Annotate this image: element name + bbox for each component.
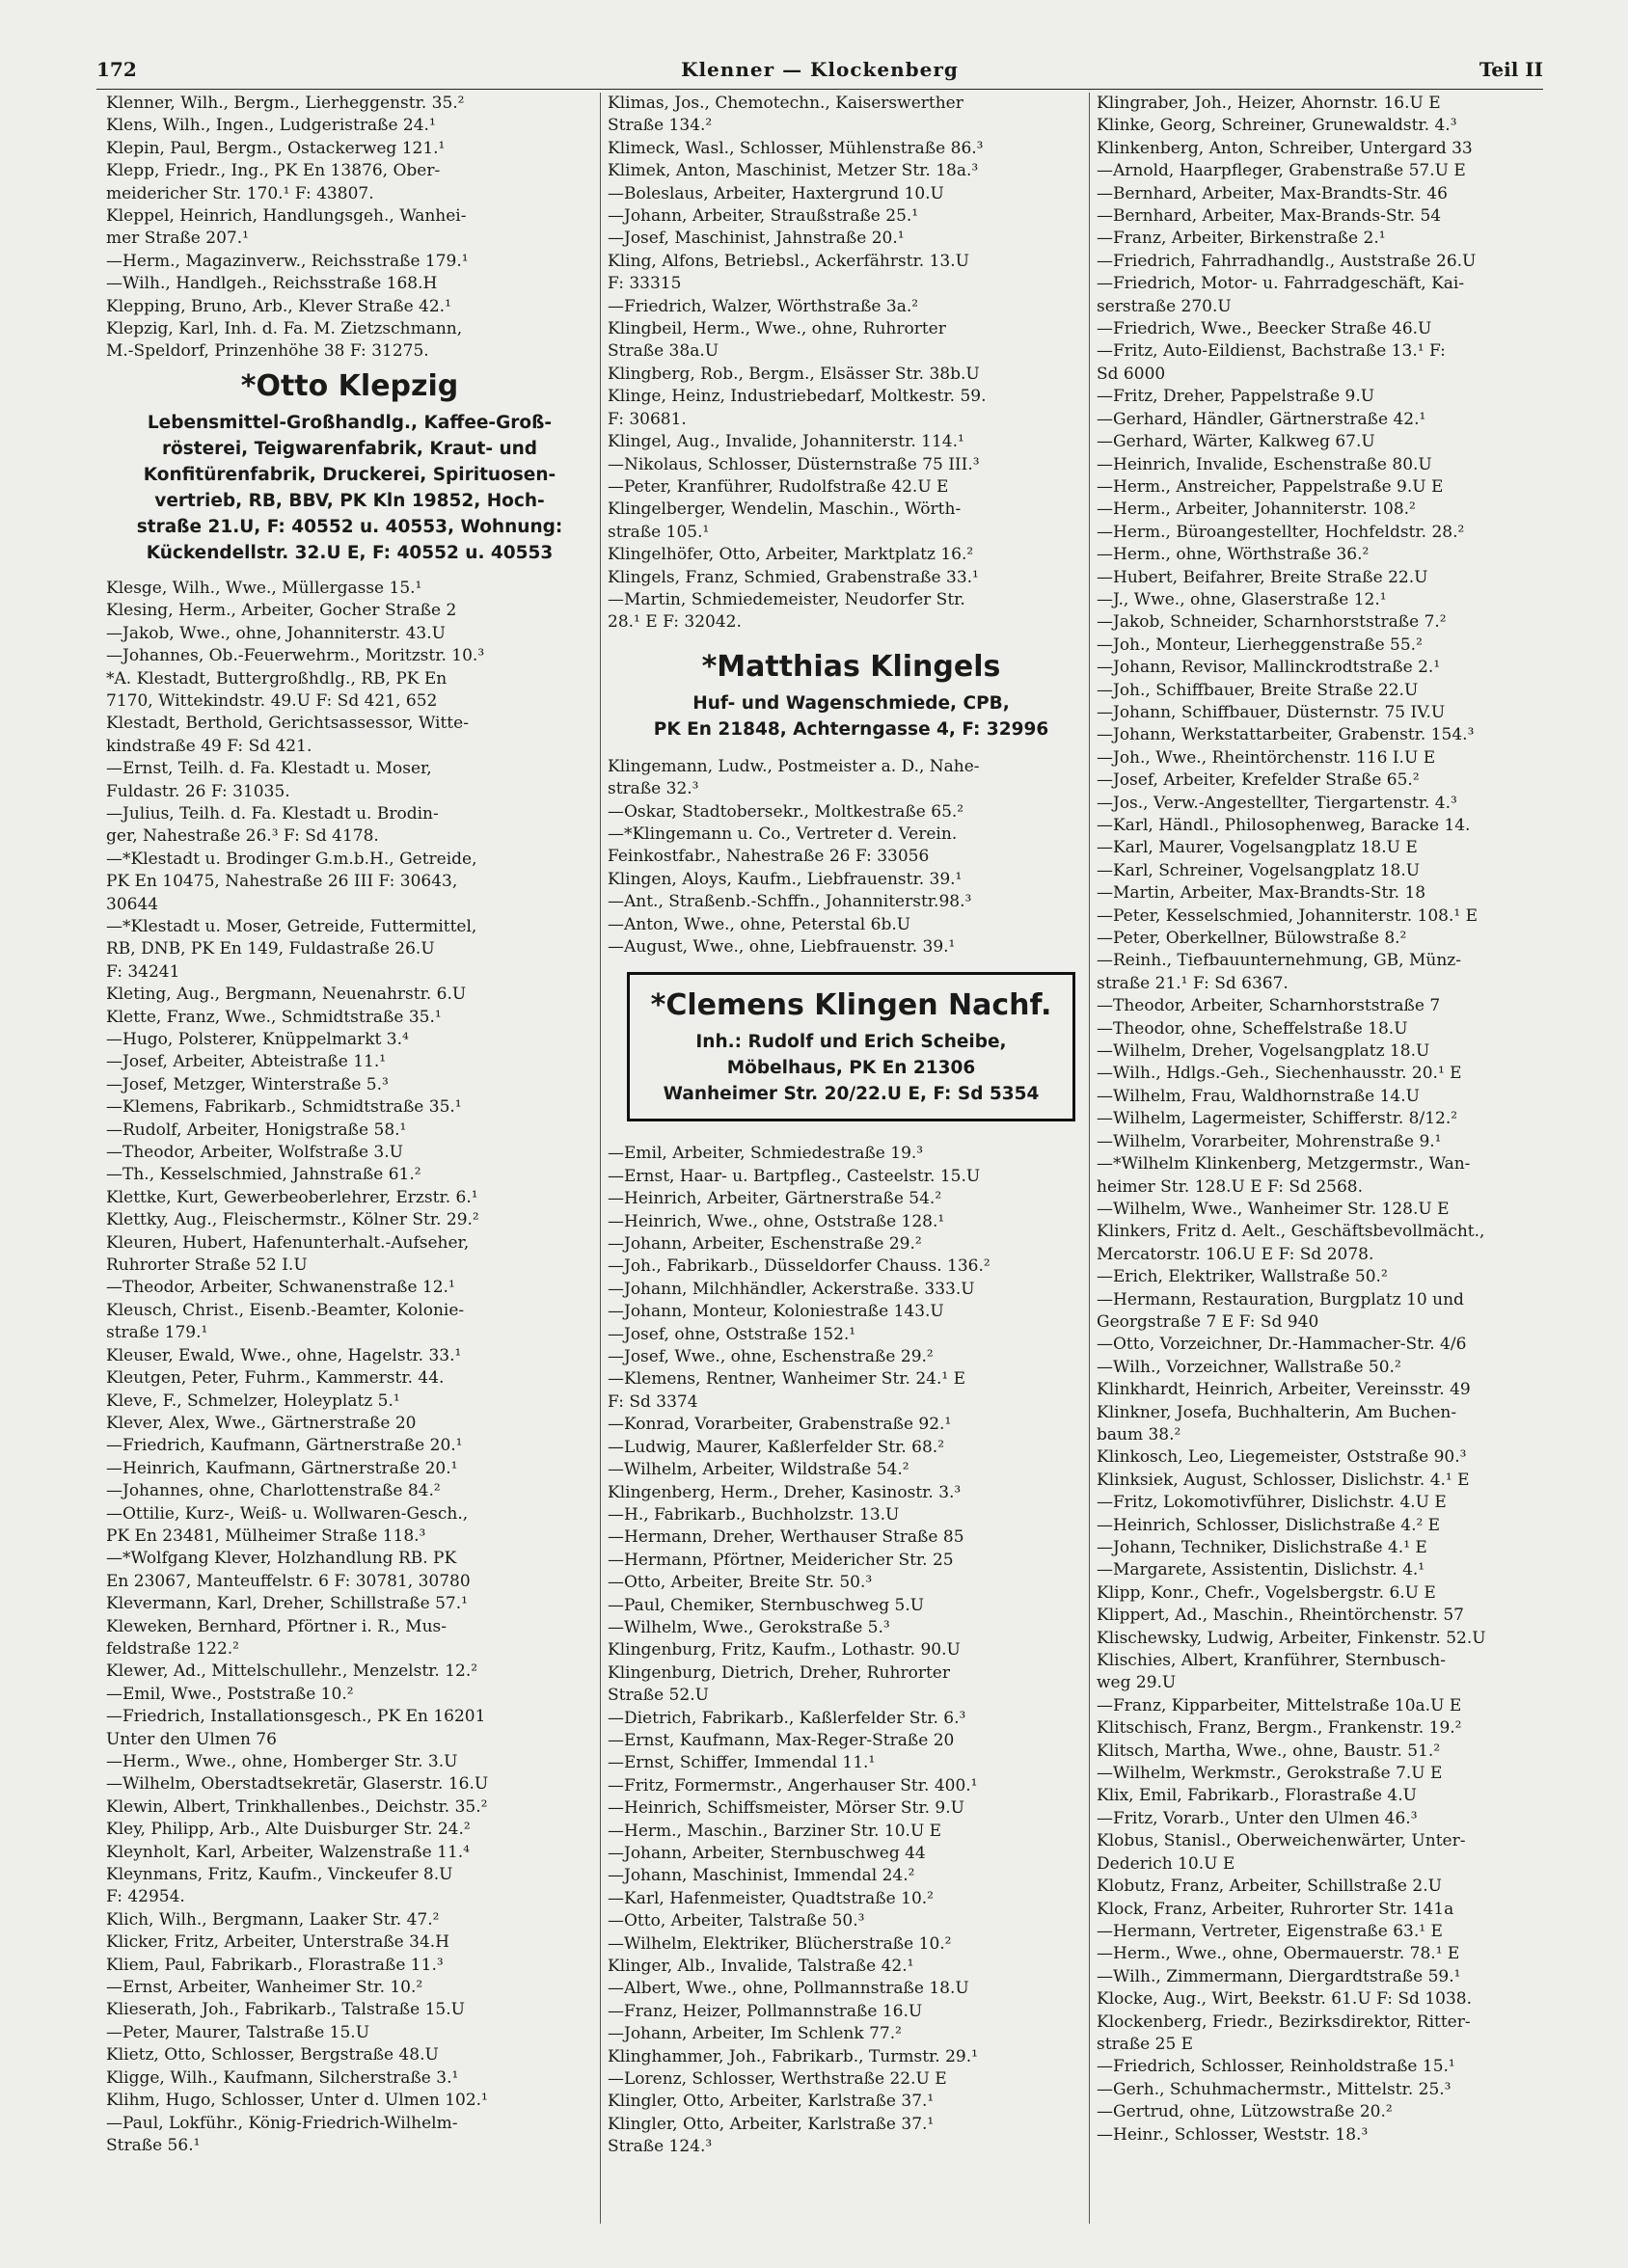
directory-entry: Feinkostfabr., Nahestraße 26 F: 33056 — [608, 847, 930, 867]
directory-entry: Klewer, Ad., Mittelschullehr., Menzelstr. 12.² — [106, 1661, 478, 1682]
directory-entry: —Johann, Techniker, Dislichstraße 4.¹ E — [1097, 1538, 1427, 1557]
directory-entry: Klobutz, Franz, Arbeiter, Schillstraße 2.U — [1097, 1876, 1442, 1897]
directory-entry: —Arnold, Haarpfleger, Grabenstraße 57.U E — [1097, 161, 1466, 181]
directory-entry: Klingemann, Ludw., Postmeister a. D., Nahe- — [608, 756, 980, 776]
directory-entry: —Ant., Straßenb.-Schffn., Johanniterstr.98.³ — [608, 892, 972, 912]
directory-entry: Straße 124.³ — [608, 2137, 713, 2157]
directory-entry: —Peter, Maurer, Talstraße 15.U — [106, 2022, 370, 2042]
directory-entry: Klinkner, Josefa, Buchhalterin, Am Buchen- — [1097, 1402, 1457, 1422]
directory-entry: —Fritz, Formermstr., Angerhauser Str. 400.¹ — [608, 1775, 978, 1796]
entry-list — [106, 578, 593, 2157]
directory-entry: —J., Wwe., ohne, Glaserstraße 12.¹ — [1097, 589, 1387, 609]
column-3 — [1097, 93, 1584, 2214]
directory-entry: —Johann, Arbeiter, Sternbuschweg 44 — [608, 1844, 926, 1863]
page-header — [96, 56, 1543, 90]
directory-entry: Kley, Philipp, Arb., Alte Duisburger Str. 24.² — [106, 1820, 471, 1840]
directory-entry: Inh.: Rudolf und Erich Scheibe, — [695, 1032, 1007, 1053]
directory-entry: Klinger, Alb., Invalide, Talstraße 42.¹ — [608, 1957, 914, 1977]
directory-entry: Konfitürenfabrik, Druckerei, Spirituosen- — [143, 464, 556, 485]
directory-entry: straße 25 E — [1097, 2034, 1194, 2054]
directory-entry: —Johann, Werkstattarbeiter, Grabenstr. 154.³ — [1097, 725, 1475, 745]
directory-entry: —Heinrich, Invalide, Eschenstraße 80.U — [1097, 454, 1432, 474]
directory-entry: M.-Speldorf, Prinzenhöhe 38 F: 31275. — [106, 341, 429, 362]
directory-entry: —Martin, Schmiedemeister, Neudorfer Str. — [608, 589, 965, 609]
column-divider — [600, 93, 601, 2224]
directory-entry: 7170, Wittekindstr. 49.U F: Sd 421, 652 — [106, 690, 438, 711]
entry-list — [608, 93, 1095, 634]
directory-entry: Klingels, Franz, Schmied, Grabenstraße 33.¹ — [608, 567, 979, 587]
directory-entry: —Wilhelm, Elektriker, Blücherstraße 10.² — [608, 1933, 952, 1954]
directory-entry: Klingelberger, Wendelin, Maschin., Wörth- — [608, 500, 962, 520]
directory-entry: Straße 38a.U — [608, 341, 719, 362]
advert-name: *Otto Klepzig — [240, 368, 459, 403]
directory-entry: —Herm., Wwe., ohne, Obermauerstr. 78.¹ E — [1097, 1944, 1460, 1964]
directory-entry: Kleve, F., Schmelzer, Holeyplatz 5.¹ — [106, 1390, 400, 1411]
directory-entry: —Reinh., Tiefbauunternehmung, GB, Münz- — [1097, 951, 1461, 971]
directory-entry: —Albert, Wwe., ohne, Pollmannstraße 18.U — [608, 1979, 969, 1999]
directory-entry: F: 34241 — [106, 961, 180, 982]
directory-entry: Kleuser, Ewald, Wwe., ohne, Hagelstr. 33.¹ — [106, 1345, 462, 1365]
directory-entry: —Friedrich, Motor- u. Fahrradgeschäft, Kai- — [1097, 274, 1465, 294]
directory-entry: —Herm., Arbeiter, Johanniterstr. 108.² — [1097, 500, 1416, 520]
directory-entry: —Erich, Elektriker, Wallstraße 50.² — [1097, 1267, 1388, 1287]
directory-entry: —Johann, Milchhändler, Ackerstraße. 333.U — [608, 1279, 975, 1299]
directory-entry: Klinkhardt, Heinrich, Arbeiter, Vereinsstr. 49 — [1097, 1380, 1471, 1400]
directory-entry: Klicker, Fritz, Arbeiter, Unterstraße 34.H — [106, 1932, 450, 1953]
directory-entry: Klinke, Georg, Schreiner, Grunewaldstr. 4.³ — [1097, 116, 1457, 136]
directory-entry: Klestadt, Berthold, Gerichtsassessor, Witte- — [106, 714, 469, 734]
directory-entry: —Oskar, Stadtobersekr., Moltkestraße 65.² — [608, 801, 964, 822]
directory-entry: —Wilhelm, Wwe., Wanheimer Str. 128.U E — [1097, 1199, 1450, 1219]
directory-entry: —Paul, Chemiker, Sternbuschweg 5.U — [608, 1595, 925, 1615]
directory-entry: —Otto, Arbeiter, Breite Str. 50.³ — [608, 1573, 873, 1593]
directory-entry: —Gerhard, Wärter, Kalkweg 67.U — [1097, 432, 1375, 452]
directory-entry: Unter den Ulmen 76 — [106, 1729, 277, 1749]
directory-entry: Klieserath, Joh., Fabrikarb., Talstraße 15.U — [106, 2000, 465, 2020]
directory-entry: —Hermann, Pförtner, Meidericher Str. 25 — [608, 1550, 954, 1570]
directory-entry: —Friedrich, Schlosser, Reinholdstraße 15.¹ — [1097, 2057, 1455, 2077]
directory-entry: —Wilh., Vorzeichner, Wallstraße 50.² — [1097, 1357, 1401, 1377]
directory-entry: —Martin, Arbeiter, Max-Brandts-Str. 18 — [1097, 883, 1426, 904]
directory-entry: —Fritz, Dreher, Pappelstraße 9.U — [1097, 387, 1375, 407]
directory-entry: —Wilhelm, Lagermeister, Schifferstr. 8/12.² — [1097, 1109, 1458, 1129]
entry-list — [608, 756, 1095, 959]
directory-entry: straße 105.¹ — [608, 522, 710, 542]
directory-entry: straße 179.¹ — [106, 1323, 208, 1343]
directory-entry: —Johannes, Ob.-Feuerwehrm., Moritzstr. 10.³ — [106, 646, 485, 666]
directory-entry: —Heinrich, Wwe., ohne, Oststraße 128.¹ — [608, 1211, 945, 1231]
directory-entry: —Gertrud, ohne, Lützowstraße 20.² — [1097, 2102, 1393, 2122]
directory-entry: Klesing, Herm., Arbeiter, Gocher Straße 2 — [106, 601, 457, 621]
directory-entry: Klepzig, Karl, Inh. d. Fa. M. Zietzschmann, — [106, 319, 463, 339]
directory-entry: —Ottilie, Kurz-, Weiß- u. Wollwaren-Gesch., — [106, 1503, 469, 1524]
directory-entry: —Boleslaus, Arbeiter, Haxtergrund 10.U — [608, 183, 944, 203]
directory-entry: vertrieb, RB, BBV, PK Kln 19852, Hoch- — [154, 490, 545, 511]
directory-entry: —Jakob, Schneider, Scharnhorststraße 7.² — [1097, 612, 1447, 633]
directory-entry: —Konrad, Vorarbeiter, Grabenstraße 92.¹ — [608, 1415, 952, 1435]
directory-entry: —Paul, Lokführ., König-Friedrich-Wilhelm- — [106, 2113, 458, 2133]
directory-entry: —Joh., Wwe., Rheintörchenstr. 116 I.U E — [1097, 747, 1436, 768]
directory-entry: Klix, Emil, Fabrikarb., Florastraße 4.U — [1097, 1786, 1417, 1806]
directory-entry: —Friedrich, Fahrradhandlg., Auststraße 26.U — [1097, 251, 1477, 271]
directory-entry: Straße 56.¹ — [106, 2135, 201, 2155]
directory-entry: Kleynmans, Fritz, Kaufm., Vinckeufer 8.U — [106, 1865, 453, 1885]
directory-entry: —Josef, ohne, Oststraße 152.¹ — [608, 1324, 856, 1344]
directory-entry: —*Klingemann u. Co., Vertreter d. Verein. — [608, 824, 958, 844]
directory-entry: —Klemens, Fabrikarb., Schmidtstraße 35.¹ — [106, 1097, 462, 1118]
directory-entry: Klinkenberg, Anton, Schreiber, Untergard 33 — [1097, 138, 1473, 158]
directory-entry: F: 30681. — [608, 409, 687, 429]
directory-entry: —Josef, Maschinist, Jahnstraße 20.¹ — [608, 229, 905, 249]
directory-entry: Klimas, Jos., Chemotechn., Kaiserswerther — [608, 94, 963, 113]
directory-entry: —Friedrich, Kaufmann, Gärtnerstraße 20.¹ — [106, 1436, 463, 1456]
directory-entry: —Lorenz, Schlosser, Werthstraße 22.U E — [608, 2069, 947, 2090]
directory-entry: Möbelhaus, PK En 21306 — [726, 1058, 976, 1079]
directory-entry: —Ernst, Arbeiter, Wanheimer Str. 10.² — [106, 1978, 423, 1998]
directory-entry: Klipp, Konr., Chefr., Vogelsbergstr. 6.U E — [1097, 1582, 1436, 1603]
directory-entry: —Heinrich, Kaufmann, Gärtnerstraße 20.¹ — [106, 1458, 458, 1478]
directory-entry: —Hubert, Beifahrer, Breite Straße 22.U — [1097, 567, 1428, 587]
directory-entry: weg 29.U — [1097, 1673, 1177, 1693]
advert-text — [636, 1029, 1067, 1107]
directory-entry: —Heinr., Schlosser, Weststr. 18.³ — [1097, 2124, 1369, 2145]
directory-entry: —Theodor, Arbeiter, Schwanenstraße 12.¹ — [106, 1278, 455, 1298]
directory-entry: —*Klestadt u. Moser, Getreide, Futtermittel, — [106, 916, 477, 936]
directory-entry: Klingel, Aug., Invalide, Johanniterstr. 114.¹ — [608, 432, 964, 452]
entry-list — [106, 93, 593, 364]
directory-entry: Kleting, Aug., Bergmann, Neuenahrstr. 6.U — [106, 985, 467, 1005]
directory-entry: heimer Str. 128.U E F: Sd 2568. — [1097, 1176, 1364, 1197]
directory-entry: Klobus, Stanisl., Oberweichenwärter, Unter- — [1097, 1831, 1466, 1851]
directory-entry: Klocke, Aug., Wirt, Beekstr. 61.U F: Sd 1038. — [1097, 1989, 1472, 2010]
directory-entry: —Wilh., Hdlgs.-Geh., Siechenhausstr. 20.¹ E — [1097, 1064, 1462, 1084]
directory-entry: —Theodor, Arbeiter, Scharnhorststraße 7 — [1097, 996, 1441, 1016]
directory-entry: Kleynholt, Karl, Arbeiter, Walzenstraße 11.⁴ — [106, 1842, 470, 1862]
directory-entry: serstraße 270.U — [1097, 296, 1232, 316]
directory-entry: —Fritz, Vorarb., Unter den Ulmen 46.³ — [1097, 1808, 1418, 1828]
directory-entry: Sd 6000 — [1097, 364, 1166, 384]
directory-entry: En 23067, Manteuffelstr. 6 F: 30781, 30780 — [106, 1571, 471, 1591]
directory-entry: Klitsch, Martha, Wwe., ohne, Baustr. 51.² — [1097, 1741, 1441, 1761]
directory-entry: —Gerhard, Händler, Gärtnerstraße 42.¹ — [1097, 409, 1426, 429]
directory-entry: Klinghammer, Joh., Fabrikarb., Turmstr. 29.¹ — [608, 2046, 978, 2066]
directory-entry: Kleweken, Bernhard, Pförtner i. R., Mus- — [106, 1616, 447, 1636]
directory-entry: —Wilh., Zimmermann, Diergardtstraße 59.¹ — [1097, 1966, 1461, 1986]
directory-entry: —Josef, Arbeiter, Abteistraße 11.¹ — [106, 1052, 387, 1072]
directory-entry: Klingler, Otto, Arbeiter, Karlstraße 37.¹ — [608, 2092, 935, 2112]
directory-entry: mer Straße 207.¹ — [106, 229, 249, 249]
directory-entry: —Heinrich, Schiffsmeister, Mörser Str. 9.U — [608, 1798, 964, 1819]
advert-clemens-klingen — [627, 972, 1075, 1121]
directory-entry: —Fritz, Lokomotivführer, Dislichstr. 4.U E — [1097, 1493, 1447, 1513]
directory-entry: Klingler, Otto, Arbeiter, Karlstraße 37.¹ — [608, 2114, 935, 2134]
directory-entry: —Th., Kesselschmied, Jahnstraße 61.² — [106, 1165, 421, 1185]
directory-entry: Klippert, Ad., Maschin., Rheintörchenstr. 57 — [1097, 1606, 1464, 1626]
directory-entry: —Friedrich, Walzer, Wörthstraße 3a.² — [608, 296, 919, 316]
directory-entry: —Jakob, Wwe., ohne, Johanniterstr. 43.U — [106, 623, 446, 643]
directory-entry: feldstraße 122.² — [106, 1638, 239, 1659]
directory-entry: —Franz, Kipparbeiter, Mittelstraße 10a.U E — [1097, 1695, 1462, 1715]
directory-entry: —Emil, Arbeiter, Schmiedestraße 19.³ — [608, 1144, 924, 1164]
directory-entry: —Wilhelm, Vorarbeiter, Mohrenstraße 9.¹ — [1097, 1131, 1442, 1151]
directory-entry: Mercatorstr. 106.U E F: Sd 2078. — [1097, 1244, 1374, 1264]
directory-entry: —Joh., Monteur, Lierheggenstraße 55.² — [1097, 634, 1423, 655]
directory-entry: —Nikolaus, Schlosser, Düsternstraße 75 III.³ — [608, 454, 980, 474]
directory-entry: F: 42954. — [106, 1887, 185, 1907]
directory-entry: Kleusch, Christ., Eisenb.-Beamter, Kolonie- — [106, 1300, 465, 1320]
directory-entry: Kleppel, Heinrich, Handlungsgeh., Wanhei- — [106, 206, 467, 227]
directory-entry: Straße 52.U — [608, 1686, 709, 1706]
directory-entry: Kleutgen, Peter, Fuhrm., Kammerstr. 44. — [106, 1368, 445, 1389]
directory-entry: Klischies, Albert, Kranführer, Sternbusch- — [1097, 1651, 1446, 1671]
directory-entry: straße 21.U, F: 40552 u. 40553, Wohnung: — [136, 516, 563, 537]
directory-entry: Klingenburg, Dietrich, Dreher, Ruhrorter — [608, 1662, 950, 1683]
directory-entry: —Theodor, Arbeiter, Wolfstraße 3.U — [106, 1143, 403, 1163]
directory-entry: —Hermann, Restauration, Burgplatz 10 und — [1097, 1289, 1464, 1310]
directory-entry: Kleuren, Hubert, Hafenunterhalt.-Aufseher, — [106, 1232, 470, 1253]
directory-entry: Dederich 10.U E — [1097, 1853, 1235, 1874]
directory-entry: —Johann, Arbeiter, Straußstraße 25.¹ — [608, 206, 919, 227]
directory-entry: Klimeck, Wasl., Schlosser, Mühlenstraße 86.³ — [608, 138, 984, 158]
directory-entry: —Josef, Wwe., ohne, Eschenstraße 29.² — [608, 1347, 934, 1367]
directory-entry: kindstraße 49 F: Sd 421. — [106, 736, 312, 756]
directory-entry: —Karl, Hafenmeister, Quadtstraße 10.² — [608, 1888, 934, 1908]
advert-name: *Matthias Klingels — [701, 649, 1001, 684]
directory-entry: —Dietrich, Fabrikarb., Kaßlerfelder Str. 6.³ — [608, 1708, 966, 1728]
directory-entry: —Johann, Arbeiter, Im Schlenk 77.² — [608, 2024, 902, 2044]
directory-entry: Kligge, Wilh., Kaufmann, Silcherstraße 3.¹ — [106, 2067, 459, 2088]
directory-entry: —Emil, Wwe., Poststraße 10.² — [106, 1684, 354, 1704]
advert-name: *Clemens Klingen Nachf. — [650, 988, 1052, 1023]
directory-entry: —Otto, Vorzeichner, Dr.-Hammacher-Str. 4/6 — [1097, 1335, 1467, 1355]
directory-entry: Huf- und Wagenschmiede, CPB, — [692, 692, 1010, 714]
directory-entry: Klinkers, Fritz d. Aelt., Geschäftsbevollmächt., — [1097, 1222, 1485, 1242]
directory-entry: —Wilhelm, Oberstadtsekretär, Glaserstr. 16.U — [106, 1774, 489, 1795]
directory-entry: 30644 — [106, 894, 159, 914]
directory-entry: —Ernst, Haar- u. Bartpfleg., Casteelstr. 15.U — [608, 1166, 981, 1186]
directory-entry: —Wilhelm, Frau, Waldhornstraße 14.U — [1097, 1086, 1420, 1106]
directory-entry: Klever, Alex, Wwe., Gärtnerstraße 20 — [106, 1413, 417, 1433]
directory-entry: —Johann, Schiffbauer, Düsternstr. 75 IV.U — [1097, 702, 1446, 722]
directory-entry: —Johann, Maschinist, Immendal 24.² — [608, 1866, 915, 1886]
directory-entry: Klenner, Wilh., Bergm., Lierheggenstr. 35.² — [106, 94, 465, 113]
directory-entry: —Peter, Kranführer, Rudolfstraße 42.U E — [608, 476, 949, 497]
directory-entry: —August, Wwe., ohne, Liebfrauenstr. 39.¹ — [608, 937, 956, 957]
directory-entry: —Johann, Arbeiter, Eschenstraße 29.² — [608, 1234, 922, 1255]
directory-entry: —Wilh., Handlgeh., Reichsstraße 168.H — [106, 274, 438, 294]
entry-list — [1097, 93, 1584, 2146]
directory-entry: —Anton, Wwe., ohne, Peterstal 6b.U — [608, 914, 911, 934]
directory-entry: —Herm., Wwe., ohne, Homberger Str. 3.U — [106, 1752, 458, 1771]
directory-entry: —Peter, Oberkellner, Bülowstraße 8.² — [1097, 929, 1407, 949]
advert-text — [608, 690, 1095, 742]
directory-entry: —Joh., Fabrikarb., Düsseldorfer Chauss. 136.² — [608, 1256, 990, 1277]
running-title: Klenner — Klockenberg — [681, 58, 959, 81]
directory-entry: —Johann, Monteur, Koloniestraße 143.U — [608, 1302, 944, 1322]
directory-entry: Klinkosch, Leo, Liegemeister, Oststraße 90.³ — [1097, 1447, 1467, 1468]
directory-entry: Ruhrorter Straße 52 I.U — [106, 1256, 308, 1276]
directory-entry: —Karl, Händl., Philosophenweg, Baracke 14. — [1097, 816, 1471, 835]
page-number: 172 — [96, 58, 137, 81]
directory-entry: Klingraber, Joh., Heizer, Ahornstr. 16.U E — [1097, 94, 1441, 113]
directory-entry: Klinge, Heinz, Industriebedarf, Moltkestr. 59. — [608, 387, 987, 407]
directory-entry: —Ernst, Teilh. d. Fa. Klestadt u. Moser, — [106, 759, 432, 779]
directory-entry: —Friedrich, Installationsgesch., PK En 16201 — [106, 1707, 486, 1727]
directory-entry: —Herm., ohne, Wörthstraße 36.² — [1097, 545, 1370, 565]
directory-entry: Klimek, Anton, Maschinist, Metzer Str. 18a.³ — [608, 161, 979, 181]
directory-entry: Wanheimer Str. 20/22.U E, F: Sd 5354 — [663, 1084, 1040, 1105]
directory-entry: meidericher Str. 170.¹ F: 43807. — [106, 183, 374, 203]
directory-entry: —Wilhelm, Wwe., Gerokstraße 5.³ — [608, 1617, 890, 1637]
directory-entry: Klepping, Bruno, Arb., Klever Straße 42.¹ — [106, 296, 451, 316]
column-2 — [608, 93, 1095, 2214]
directory-entry: Klewin, Albert, Trinkhallenbes., Deichstr. 35.² — [106, 1796, 488, 1817]
directory-entry: —Karl, Maurer, Vogelsangplatz 18.U E — [1097, 838, 1418, 858]
directory-entry: Lebensmittel-Großhandlg., Kaffee-Groß- — [147, 412, 553, 433]
directory-entry: *A. Klestadt, Buttergroßhdlg., RB, PK En — [106, 668, 448, 688]
directory-entry: —Josef, Arbeiter, Krefelder Straße 65.² — [1097, 770, 1420, 791]
directory-entry: —Bernhard, Arbeiter, Max-Brandts-Str. 46 — [1097, 183, 1448, 203]
directory-entry: PK En 23481, Mülheimer Straße 118.³ — [106, 1526, 426, 1546]
directory-entry: —Peter, Kesselschmied, Johanniterstr. 108.¹ E — [1097, 905, 1479, 926]
entry-list — [608, 1143, 1095, 2158]
directory-entry: —Hugo, Polsterer, Knüppelmarkt 3.⁴ — [106, 1030, 409, 1049]
directory-entry: —Joh., Schiffbauer, Breite Straße 22.U — [1097, 680, 1419, 700]
directory-entry: Klepp, Friedr., Ing., PK En 13876, Ober- — [106, 161, 441, 181]
directory-entry: —*Klestadt u. Brodinger G.m.b.H., Getreide, — [106, 849, 477, 869]
directory-entry: Klingelhöfer, Otto, Arbeiter, Marktplatz 16.² — [608, 545, 974, 565]
directory-entry: —Herm., Magazinverw., Reichsstraße 179.¹ — [106, 251, 469, 271]
directory-entry: Klock, Franz, Arbeiter, Ruhrorter Str. 141a — [1097, 1899, 1454, 1919]
directory-entry: —Franz, Arbeiter, Birkenstraße 2.¹ — [1097, 229, 1386, 249]
directory-entry: —*Wolfgang Klever, Holzhandlung RB. PK — [106, 1549, 457, 1569]
directory-entry: —Theodor, ohne, Scheffelstraße 18.U — [1097, 1018, 1408, 1039]
directory-entry: —Wilhelm, Werkmstr., Gerokstraße 7.U E — [1097, 1764, 1443, 1784]
directory-entry: —Hermann, Vertreter, Eigenstraße 63.¹ E — [1097, 1921, 1443, 1941]
directory-entry: —Julius, Teilh. d. Fa. Klestadt u. Brodin- — [106, 803, 439, 824]
directory-entry: —Margarete, Assistentin, Dislichstr. 4.¹ — [1097, 1560, 1425, 1580]
directory-entry: straße 21.¹ F: Sd 6367. — [1097, 973, 1289, 993]
directory-entry: Klich, Wilh., Bergmann, Laaker Str. 47.² — [106, 1909, 440, 1930]
directory-entry: —Jos., Verw.-Angestellter, Tiergartenstr. 4.³ — [1097, 793, 1457, 813]
directory-entry: Klietz, Otto, Schlosser, Bergstraße 48.U — [106, 2045, 439, 2066]
directory-entry: Straße 134.² — [608, 116, 713, 136]
directory-entry: —*Wilhelm Klinkenberg, Metzgermstr., Wan- — [1097, 1154, 1471, 1174]
advert-otto-klepzig — [106, 364, 593, 566]
directory-entry: Klettke, Kurt, Gewerbeoberlehrer, Erzstr. 6.¹ — [106, 1187, 478, 1207]
directory-entry: Klitschisch, Franz, Bergm., Frankenstr. 19.² — [1097, 1718, 1462, 1739]
directory-entry: —Klemens, Rentner, Wanheimer Str. 24.¹ E — [608, 1369, 966, 1390]
directory-entry: Klingenberg, Herm., Dreher, Kasinostr. 3.³ — [608, 1482, 962, 1502]
directory-entry: Klesge, Wilh., Wwe., Müllergasse 15.¹ — [106, 578, 422, 598]
directory-entry: Klette, Franz, Wwe., Schmidtstraße 35.¹ — [106, 1007, 442, 1027]
directory-entry: PK En 10475, Nahestraße 26 III F: 30643, — [106, 872, 458, 892]
directory-entry: —Herm., Anstreicher, Pappelstraße 9.U E — [1097, 476, 1444, 497]
directory-entry: —Karl, Schreiner, Vogelsangplatz 18.U — [1097, 860, 1421, 880]
part-label: Teil II — [1479, 58, 1543, 81]
directory-entry: —Hermann, Dreher, Werthauser Straße 85 — [608, 1527, 964, 1548]
directory-entry: Klinksiek, August, Schlosser, Dislichstr. 4.¹ E — [1097, 1470, 1470, 1490]
directory-entry: —Heinrich, Arbeiter, Gärtnerstraße 54.² — [608, 1189, 942, 1209]
directory-entry: —Heinrich, Schlosser, Dislichstraße 4.² E — [1097, 1515, 1441, 1535]
advert-text — [106, 410, 593, 566]
directory-entry: Klepin, Paul, Bergm., Ostackerweg 121.¹ — [106, 138, 446, 158]
directory-entry: —Johann, Revisor, Mallinckrodtstraße 2.¹ — [1097, 658, 1441, 678]
directory-entry: —Johannes, ohne, Charlottenstraße 84.² — [106, 1481, 441, 1501]
directory-entry: —Ludwig, Maurer, Kaßlerfelder Str. 68.² — [608, 1437, 945, 1457]
directory-entry: —Fritz, Auto-Eildienst, Bachstraße 13.¹ F: — [1097, 341, 1446, 362]
directory-entry: Kling, Alfons, Betriebsl., Ackerfährstr. 13.U — [608, 251, 969, 271]
directory-entry: —Wilhelm, Arbeiter, Wildstraße 54.² — [608, 1460, 909, 1480]
directory-entry: —Gerh., Schuhmachermstr., Mittelstr. 25.³ — [1097, 2079, 1452, 2099]
directory-entry: Fuldastr. 26 F: 31035. — [106, 781, 290, 801]
directory-entry: —Wilhelm, Dreher, Vogelsangplatz 18.U — [1097, 1041, 1430, 1062]
directory-entry: —Ernst, Schiffer, Immendal 11.¹ — [608, 1753, 876, 1773]
directory-entry: Klockenberg, Friedr., Bezirksdirektor, Ritter- — [1097, 2012, 1471, 2032]
directory-entry: rösterei, Teigwarenfabrik, Kraut- und — [161, 438, 538, 459]
directory-entry: Georgstraße 7 E F: Sd 940 — [1097, 1311, 1319, 1332]
directory-entry: baum 38.² — [1097, 1424, 1181, 1444]
column-1 — [106, 93, 593, 2214]
directory-entry: ger, Nahestraße 26.³ F: Sd 4178. — [106, 826, 379, 847]
directory-entry: —Ernst, Kaufmann, Max-Reger-Straße 20 — [608, 1730, 955, 1750]
directory-entry: straße 32.³ — [608, 779, 699, 799]
directory-entry: —Josef, Metzger, Winterstraße 5.³ — [106, 1074, 389, 1094]
directory-entry: Klingen, Aloys, Kaufm., Liebfrauenstr. 39.¹ — [608, 869, 963, 889]
directory-entry: Kückendellstr. 32.U E, F: 40552 u. 40553 — [146, 542, 554, 563]
directory-entry: —Friedrich, Wwe., Beecker Straße 46.U — [1097, 319, 1432, 339]
directory-entry: Klihm, Hugo, Schlosser, Unter d. Ulmen 102.¹ — [106, 2091, 488, 2111]
directory-entry: PK En 21848, Achterngasse 4, F: 32996 — [653, 718, 1049, 740]
directory-entry: Klens, Wilh., Ingen., Ludgeristraße 24.¹ — [106, 116, 436, 136]
directory-entry: Klettky, Aug., Fleischermstr., Kölner Str. 29.² — [106, 1210, 479, 1230]
directory-entry: —Otto, Arbeiter, Talstraße 50.³ — [608, 1911, 865, 1931]
directory-entry: —Herm., Büroangestellter, Hochfeldstr. 28.² — [1097, 522, 1465, 542]
directory-entry: F: Sd 3374 — [608, 1391, 698, 1412]
directory-entry: RB, DNB, PK En 149, Fuldastraße 26.U — [106, 939, 435, 959]
directory-entry: Klingbeil, Herm., Wwe., ohne, Ruhrorter — [608, 319, 946, 339]
directory-entry: —Herm., Maschin., Barziner Str. 10.U E — [608, 1821, 942, 1841]
directory-entry: F: 33315 — [608, 274, 682, 294]
advert-matthias-klingels — [608, 644, 1095, 742]
directory-entry: —Franz, Heizer, Pollmannstraße 16.U — [608, 2001, 923, 2021]
directory-entry: Klingberg, Rob., Bergm., Elsässer Str. 38b.U — [608, 364, 980, 384]
directory-entry: —Bernhard, Arbeiter, Max-Brands-Str. 54 — [1097, 206, 1442, 227]
directory-entry: Klischewsky, Ludwig, Arbeiter, Finkenstr. 52.U — [1097, 1628, 1486, 1648]
directory-entry: Klingenburg, Fritz, Kaufm., Lothastr. 90.U — [608, 1640, 961, 1660]
directory-entry: Kliem, Paul, Fabrikarb., Florastraße 11.³ — [106, 1955, 444, 1975]
directory-entry: —Rudolf, Arbeiter, Honigstraße 58.¹ — [106, 1120, 407, 1140]
directory-entry: —H., Fabrikarb., Buchholzstr. 13.U — [608, 1504, 900, 1525]
directory-entry: 28.¹ E F: 32042. — [608, 612, 742, 633]
directory-entry: Klevermann, Karl, Dreher, Schillstraße 57.¹ — [106, 1594, 468, 1614]
